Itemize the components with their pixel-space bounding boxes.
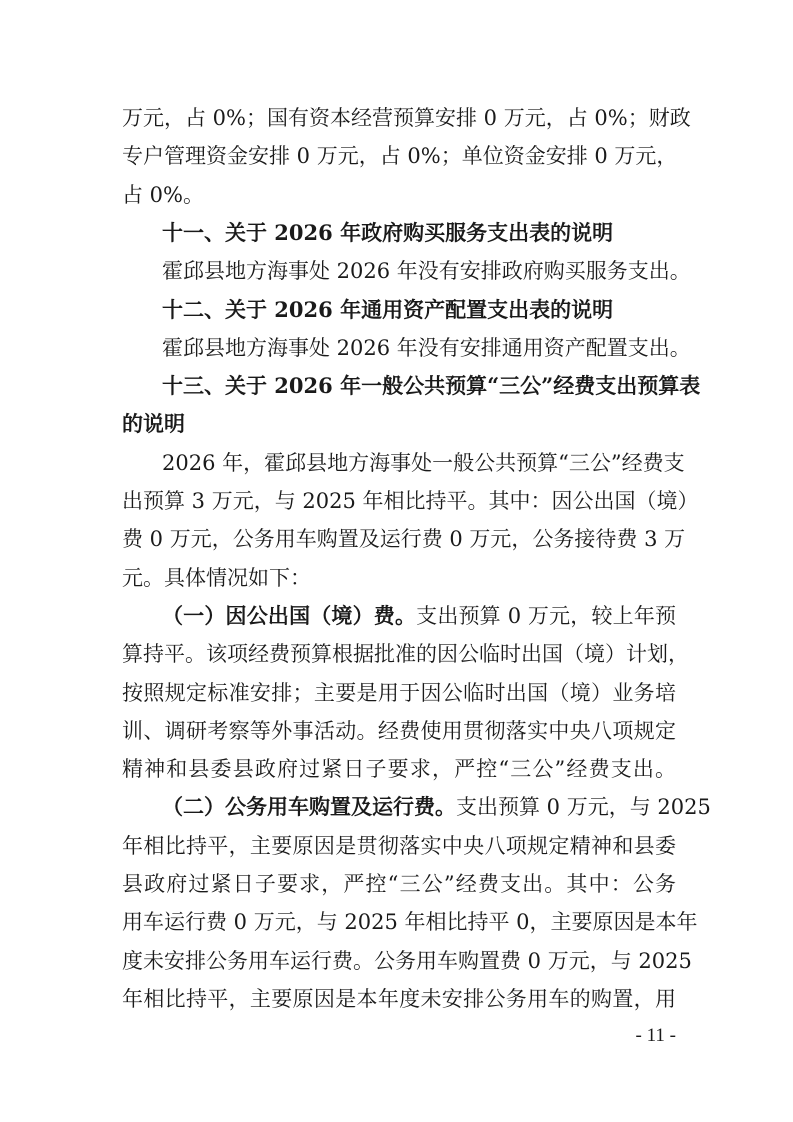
bold-text: 十一、关于 2026 年政府购买服务支出表的说明 [162, 220, 614, 245]
body-text: 霍邱县地方海事处 2026 年没有安排通用资产配置支出。 [162, 336, 691, 360]
body-text: 按照规定标准安排；主要是用于因公临时出国（境）业务培 [122, 681, 676, 705]
body-text: 霍邱县地方海事处 2026 年没有安排政府购买服务支出。 [162, 259, 691, 283]
body-text: 支出预算 0 万元，与 2025 [456, 795, 711, 819]
bold-text: （二）公务用车购置及运行费。 [162, 794, 456, 819]
paragraph-line [162, 450, 685, 476]
paragraph-line [122, 488, 699, 514]
section-heading [122, 411, 676, 437]
paragraph-line [122, 105, 691, 131]
paragraph-line [162, 335, 691, 361]
paragraph-line [122, 680, 676, 706]
paragraph-line [122, 565, 676, 591]
section-heading [162, 373, 701, 399]
body-text: 度未安排公务用车运行费。公务用车购置费 0 万元，与 2025 [122, 949, 692, 973]
body-text: 2026 年，霍邱县地方海事处一般公共预算“三公”经费支 [162, 451, 685, 475]
body-text: 占 0%。 [122, 183, 204, 207]
body-text: 元。具体情况如下： [122, 566, 311, 590]
body-text: 县政府过紧日子要求，严控“三公”经费支出。其中：公务 [122, 872, 676, 896]
body-text: 年相比持平，主要原因是本年度未安排公务用车的购置，用 [122, 987, 676, 1011]
paragraph-line [122, 182, 676, 208]
paragraph-line [122, 909, 698, 935]
body-text: 年相比持平，主要原因是贯彻落实中央八项规定精神和县委 [122, 834, 676, 858]
paragraph-line [122, 526, 686, 552]
bold-text: 十三、关于 2026 年一般公共预算“三公”经费支出预算表 [162, 373, 701, 398]
page-number: - 11 - [635, 1025, 676, 1046]
body-text: 万元，占 0%；国有资本经营预算安排 0 万元，占 0%；财政 [122, 106, 691, 130]
paragraph-line [122, 143, 676, 169]
paragraph-line [162, 258, 691, 284]
bold-text: （一）因公出国（境）费。 [162, 603, 417, 628]
paragraph-line [122, 833, 676, 859]
paragraph-line [122, 718, 676, 744]
body-text: 支出预算 0 万元，较上年预 [416, 604, 676, 628]
paragraph-line [122, 641, 689, 667]
section-heading [162, 220, 676, 246]
bold-text: 十二、关于 2026 年通用资产配置支出表的说明 [162, 297, 614, 322]
bold-text: 的说明 [122, 411, 185, 436]
paragraph-line [122, 756, 676, 782]
paragraph-line [162, 794, 711, 820]
paragraph-line [162, 603, 676, 629]
body-text: 费 0 万元，公务用车购置及运行费 0 万元，公务接待费 3 万 [122, 527, 686, 551]
body-text: 出预算 3 万元，与 2025 年相比持平。其中：因公出国（境） [122, 489, 699, 513]
body-text: 用车运行费 0 万元，与 2025 年相比持平 0，主要原因是本年 [122, 910, 698, 934]
body-text: 算持平。该项经费预算根据批准的因公临时出国（境）计划， [122, 642, 689, 666]
body-text: 精神和县委县政府过紧日子要求，严控“三公”经费支出。 [122, 757, 676, 781]
section-heading [162, 297, 676, 323]
body-text: 训、调研考察等外事活动。经费使用贯彻落实中央八项规定 [122, 719, 676, 743]
paragraph-line [122, 986, 676, 1012]
paragraph-line [122, 871, 676, 897]
paragraph-line [122, 948, 692, 974]
body-text: 专户管理资金安排 0 万元，占 0%；单位资金安排 0 万元， [122, 144, 678, 168]
